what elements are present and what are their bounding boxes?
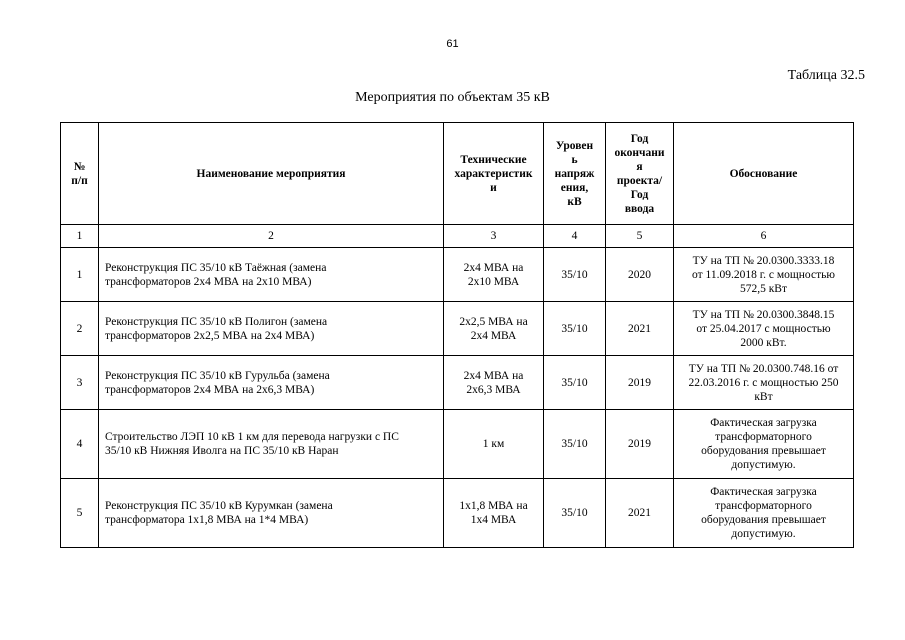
measure-name: Реконструкция ПС 35/10 кВ Полигон (замена трансформаторов 2х2,5 МВА на 2х4 МВА) xyxy=(99,302,444,356)
measure-voltage: 35/10 xyxy=(544,410,606,479)
header-cell-voltage: Уровен ь напряж ения, кВ xyxy=(544,123,606,225)
header-cell-year: Год окончани я проекта/ Год ввода xyxy=(606,123,674,225)
column-number: 1 xyxy=(61,225,99,248)
measure-name: Реконструкция ПС 35/10 кВ Курумкан (замена трансформатора 1х1,8 МВА на 1*4 МВА) xyxy=(99,479,444,548)
table-label: Таблица 32.5 xyxy=(787,68,865,83)
measure-specs: 2х4 МВА на 2х6,3 МВА xyxy=(444,356,544,410)
measure-specs: 2х2,5 МВА на 2х4 МВА xyxy=(444,302,544,356)
column-number: 4 xyxy=(544,225,606,248)
measure-voltage: 35/10 xyxy=(544,356,606,410)
measure-year: 2019 xyxy=(606,410,674,479)
measure-basis: ТУ на ТП № 20.0300.748.16 от 22.03.2016 г. с мощностью 250 кВт xyxy=(674,356,854,410)
table-row xyxy=(61,410,854,479)
measure-basis: Фактическая загрузка трансформаторного оборудования превышает допустимую. xyxy=(674,410,854,479)
table-row xyxy=(61,302,854,356)
row-number: 3 xyxy=(61,356,99,410)
measure-name: Реконструкция ПС 35/10 кВ Таёжная (замена трансформаторов 2х4 МВА на 2х10 МВА) xyxy=(99,248,444,302)
measure-specs: 2х4 МВА на 2х10 МВА xyxy=(444,248,544,302)
column-number: 2 xyxy=(99,225,444,248)
header-cell-number: № п/п xyxy=(61,123,99,225)
table-row xyxy=(61,248,854,302)
column-number-row xyxy=(61,225,854,248)
measure-specs: 1 км xyxy=(444,410,544,479)
table-title: Мероприятия по объектам 35 кВ xyxy=(355,90,550,105)
measure-voltage: 35/10 xyxy=(544,248,606,302)
header-cell-name: Наименование мероприятия xyxy=(99,123,444,225)
header-row xyxy=(61,123,854,225)
column-number: 5 xyxy=(606,225,674,248)
measures-table xyxy=(60,122,854,548)
column-number: 3 xyxy=(444,225,544,248)
header-cell-basis: Обоснование xyxy=(674,123,854,225)
measure-voltage: 35/10 xyxy=(544,479,606,548)
measure-basis: ТУ на ТП № 20.0300.3848.15 от 25.04.2017 с мощностью 2000 кВт. xyxy=(674,302,854,356)
page-number: 61 xyxy=(446,38,459,50)
row-number: 1 xyxy=(61,248,99,302)
measure-name: Реконструкция ПС 35/10 кВ Гурульба (замена трансформаторов 2х4 МВА на 2х6,3 МВА) xyxy=(99,356,444,410)
measure-specs: 1х1,8 МВА на 1х4 МВА xyxy=(444,479,544,548)
measure-year: 2019 xyxy=(606,356,674,410)
row-number: 5 xyxy=(61,479,99,548)
measure-name: Строительство ЛЭП 10 кВ 1 км для перевода нагрузки с ПС 35/10 кВ Нижняя Иволга на ПС 35/10 кВ Наран xyxy=(99,410,444,479)
table-row xyxy=(61,356,854,410)
measure-basis: ТУ на ТП № 20.0300.3333.18 от 11.09.2018 г. с мощностью 572,5 кВт xyxy=(674,248,854,302)
measure-year: 2021 xyxy=(606,302,674,356)
measure-year: 2021 xyxy=(606,479,674,548)
measure-basis: Фактическая загрузка трансформаторного оборудования превышает допустимую. xyxy=(674,479,854,548)
header-cell-specs: Технические характеристик и xyxy=(444,123,544,225)
measure-voltage: 35/10 xyxy=(544,302,606,356)
table-row xyxy=(61,479,854,548)
measure-year: 2020 xyxy=(606,248,674,302)
row-number: 2 xyxy=(61,302,99,356)
row-number: 4 xyxy=(61,410,99,479)
column-number: 6 xyxy=(674,225,854,248)
